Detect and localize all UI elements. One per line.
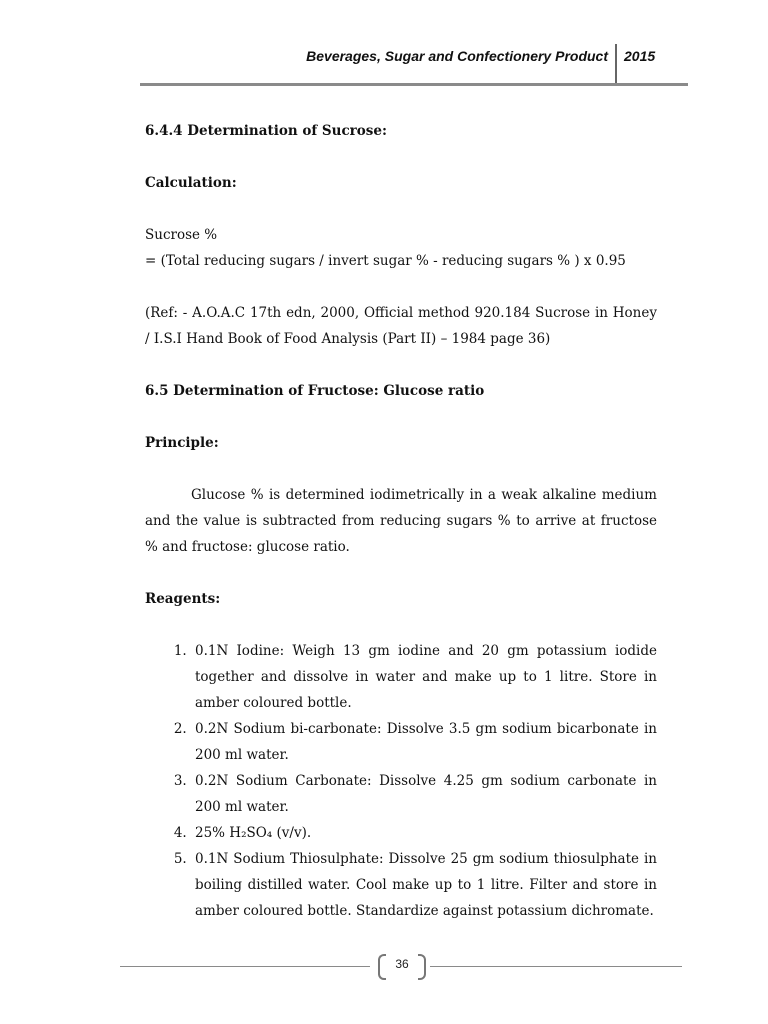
sucrose-formula: = (Total reducing sugars / invert sugar % - reducing sugars % ) x 0.95 <box>145 253 626 269</box>
footer-rule-right <box>430 966 682 967</box>
sucrose-reference: (Ref: - A.O.A.C 17th edn, 2000, Official method 920.184 Sucrose in Honey / I.S.I Hand Book of Food Analysis (Part II) – 1984 page 36) <box>145 305 657 347</box>
page-number: 36 <box>395 957 409 971</box>
calculation-heading: Calculation: <box>145 175 237 191</box>
footer-bracket-left <box>378 954 386 980</box>
page-header <box>140 40 688 86</box>
header-title: Beverages, Sugar and Confectionery Product <box>306 48 608 64</box>
list-item: 1. 0.1N Iodine: Weigh 13 gm iodine and 20 gm potassium iodide together and dissolve in water and make up to 1 litre. Store in amber coloured bottle. <box>191 638 657 716</box>
principle-text: Glucose % is determined iodimetrically in a weak alkaline medium and the value is subtracted from reducing sugars % to arrive at fructose % and fructose: glucose ratio. <box>145 487 657 555</box>
header-separator <box>615 44 617 84</box>
list-item: 3. 0.2N Sodium Carbonate: Dissolve 4.25 gm sodium carbonate in 200 ml water. <box>191 768 657 820</box>
sucrose-formula-label: Sucrose % <box>145 227 218 243</box>
principle-heading: Principle: <box>145 435 219 451</box>
header-rule <box>140 83 688 86</box>
footer-rule-left <box>120 966 370 967</box>
header-year: 2015 <box>624 48 656 64</box>
sucrose-heading: 6.4.4 Determination of Sucrose: <box>145 123 387 139</box>
list-item: 2. 0.2N Sodium bi-carbonate: Dissolve 3.5 gm sodium bicarbonate in 200 ml water. <box>191 716 657 768</box>
reagents-heading: Reagents: <box>145 591 221 607</box>
page-body <box>145 118 657 924</box>
list-item: 5. 0.1N Sodium Thiosulphate: Dissolve 25 gm sodium thiosulphate in boiling distilled water. Cool make up to 1 litre. Filter and store in amber coloured bottle. Standardize against potassium dichromate. <box>191 846 657 924</box>
list-item: 4. 25% H₂SO₄ (v/v). <box>191 820 657 846</box>
footer-bracket-right <box>418 954 426 980</box>
page-footer <box>120 952 682 982</box>
fructose-heading: 6.5 Determination of Fructose: Glucose ratio <box>145 383 485 399</box>
reagents-list <box>145 638 657 924</box>
